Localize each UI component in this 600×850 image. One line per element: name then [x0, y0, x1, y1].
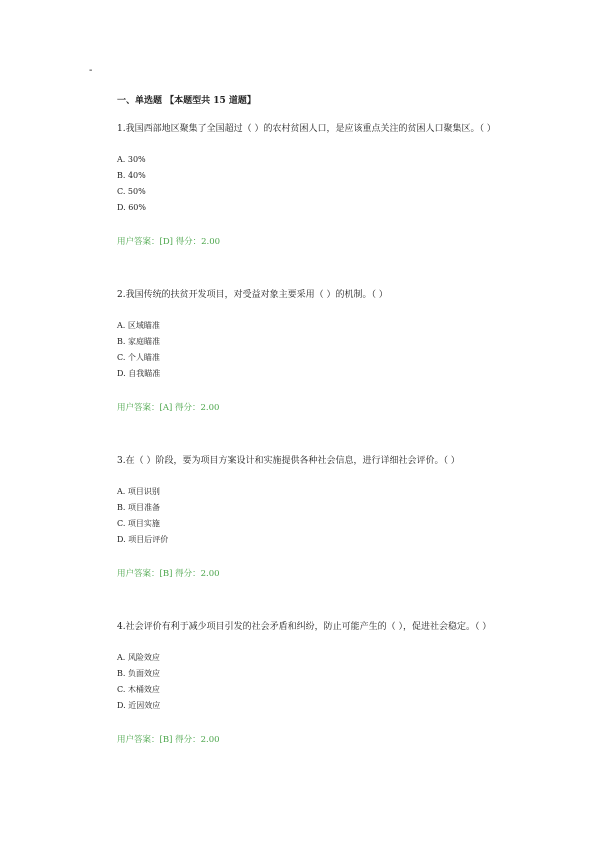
question-3	[117, 455, 537, 579]
question-2	[117, 289, 537, 413]
option-b[interactable]: B. 项目准备	[117, 503, 160, 512]
option-a[interactable]: A. 区域瞄准	[117, 321, 160, 330]
section-heading: 一、单选题 【本题型共 15 道题】	[117, 96, 256, 106]
option-a[interactable]: A. 30%	[117, 155, 146, 164]
user-answer-score: 用户答案：[D] 得分：2.00	[117, 237, 221, 247]
option-c[interactable]: C. 项目实施	[117, 519, 160, 528]
option-b[interactable]: B. 家庭瞄准	[117, 337, 160, 346]
option-c[interactable]: C. 木桶效应	[117, 685, 160, 694]
question-4	[117, 621, 537, 745]
option-c[interactable]: C. 个人瞄准	[117, 353, 160, 362]
page-mark: -	[89, 65, 93, 76]
user-answer-score: 用户答案：[B] 得分：2.00	[117, 569, 220, 579]
option-list	[117, 318, 537, 382]
option-d[interactable]: D. 项目后评价	[117, 535, 169, 544]
option-d[interactable]: D. 60%	[117, 203, 146, 212]
option-b[interactable]: B. 40%	[117, 171, 146, 180]
question-1	[117, 123, 537, 247]
option-b[interactable]: B. 负面效应	[117, 669, 160, 678]
option-list	[117, 152, 537, 216]
option-list	[117, 484, 537, 548]
option-list	[117, 650, 537, 714]
question-text: 1.我国西部地区聚集了全国超过（ ）的农村贫困人口，是应该重点关注的贫困人口聚集区。（ ）	[117, 124, 496, 134]
question-text: 4.社会评价有利于减少项目引发的社会矛盾和纠纷，防止可能产生的（ ），促进社会稳定。（ ）	[117, 622, 492, 632]
option-c[interactable]: C. 50%	[117, 187, 146, 196]
user-answer-score: 用户答案：[A] 得分：2.00	[117, 403, 220, 413]
question-text: 2.我国传统的扶贫开发项目，对受益对象主要采用（ ）的机制。（ ）	[117, 290, 388, 300]
option-d[interactable]: D. 自我瞄准	[117, 369, 161, 378]
option-a[interactable]: A. 风险效应	[117, 653, 160, 662]
question-text: 3.在（ ）阶段，要为项目方案设计和实施提供各种社会信息，进行详细社会评价。（ ）	[117, 456, 460, 466]
user-answer-score: 用户答案：[B] 得分：2.00	[117, 735, 220, 745]
option-d[interactable]: D. 近因效应	[117, 701, 161, 710]
option-a[interactable]: A. 项目识别	[117, 487, 160, 496]
